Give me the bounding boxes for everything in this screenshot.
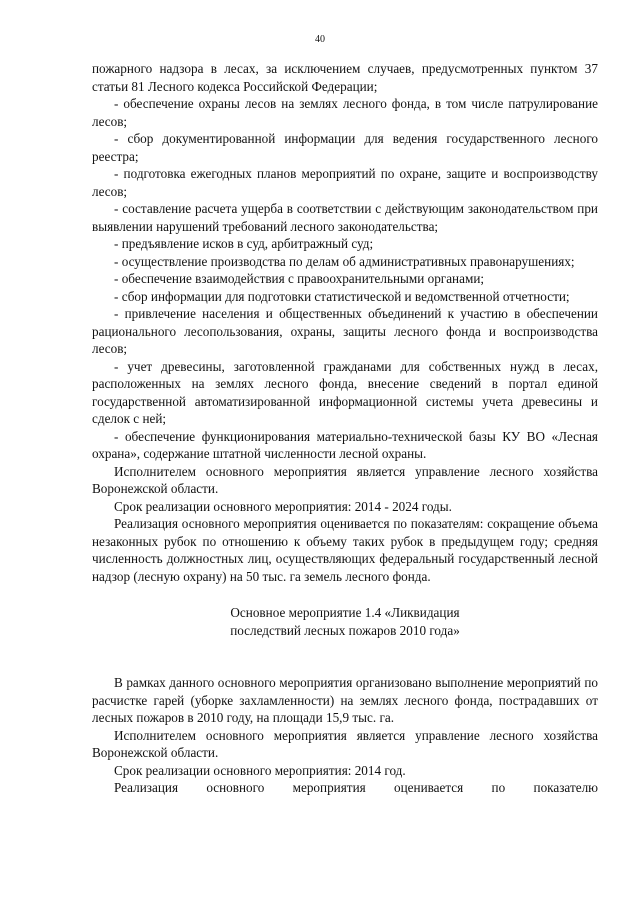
section-term-paragraph: Срок реализации основного мероприятия: 2014 год. (114, 762, 406, 778)
list-item: - составление расчета ущерба в соответствии с действующим законодательством при выявлении нарушений требований лесного законодательства; (92, 201, 598, 234)
document-body (92, 60, 598, 797)
list-item: - сбор документированной информации для ведения государственного лесного реестра; (92, 131, 598, 164)
list-item: - осуществление производства по делам об административных правонарушениях; (114, 253, 575, 269)
list-item: - привлечение населения и общественных объединений к участию в обеспечении рационального лесопользования, охраны, защиты лесного фонда и воспроизводства лесов; (92, 306, 598, 356)
section-paragraph: В рамках данного основного мероприятия организовано выполнение мероприятий по расчистке гарей (уборке захламленности) на землях лесного фонда, пострадавших от лесных пожаров в 2010 году, на площади 15,9 тыс. га. (92, 675, 598, 725)
list-item: - обеспечение взаимодействия с правоохранительными органами; (114, 271, 485, 286)
paragraph-continuation: пожарного надзора в лесах, за исключением случаев, предусмотренных пунктом 37 статьи 81 Лесного кодекса Российской Федерации; (92, 61, 598, 94)
section-heading-line-2: последствий лесных пожаров 2010 года» (230, 622, 460, 638)
list-item: - предъявление исков в суд, арбитражный суд; (114, 236, 374, 251)
list-item: - подготовка ежегодных планов мероприятий по охране, защите и воспроизводству лесов; (92, 166, 598, 199)
page-number: 40 (315, 34, 325, 45)
list-item: - учет древесины, заготовленной гражданами для собственных нужд в лесах, расположенных на землях лесного фонда, внесение сведений в портал единой государственной автоматизированной информационной системы учета древесины и сделок с ней; (92, 358, 598, 426)
section-heading (92, 604, 598, 639)
section-evaluation-paragraph: Реализация основного мероприятия оценивается по показателю (114, 780, 598, 795)
list-item: - сбор информации для подготовки статистической и ведомственной отчетности; (114, 288, 570, 304)
list-item: - обеспечение функционирования материально-технической базы КУ ВО «Лесная охрана», содержание штатной численности лесной охраны. (92, 428, 598, 461)
section-executor-paragraph: Исполнителем основного мероприятия является управление лесного хозяйства Воронежской области. (92, 727, 598, 760)
list-item: - обеспечение охраны лесов на землях лесного фонда, в том числе патрулирование лесов; (92, 96, 598, 129)
executor-paragraph: Исполнителем основного мероприятия является управление лесного хозяйства Воронежской области. (92, 463, 598, 496)
term-paragraph: Срок реализации основного мероприятия: 2014 - 2024 годы. (114, 498, 452, 514)
evaluation-paragraph: Реализация основного мероприятия оценивается по показателям: сокращение объема незаконных рубок по отношению к объему таких рубок в предыдущем году; средняя численность должностных лиц, осуществляющих федеральный государственный лесной надзор (лесную охрану) на 50 тыс. га земель лесного фонда. (92, 516, 598, 584)
section-heading-line-1: Основное мероприятие 1.4 «Ликвидация (230, 605, 460, 620)
